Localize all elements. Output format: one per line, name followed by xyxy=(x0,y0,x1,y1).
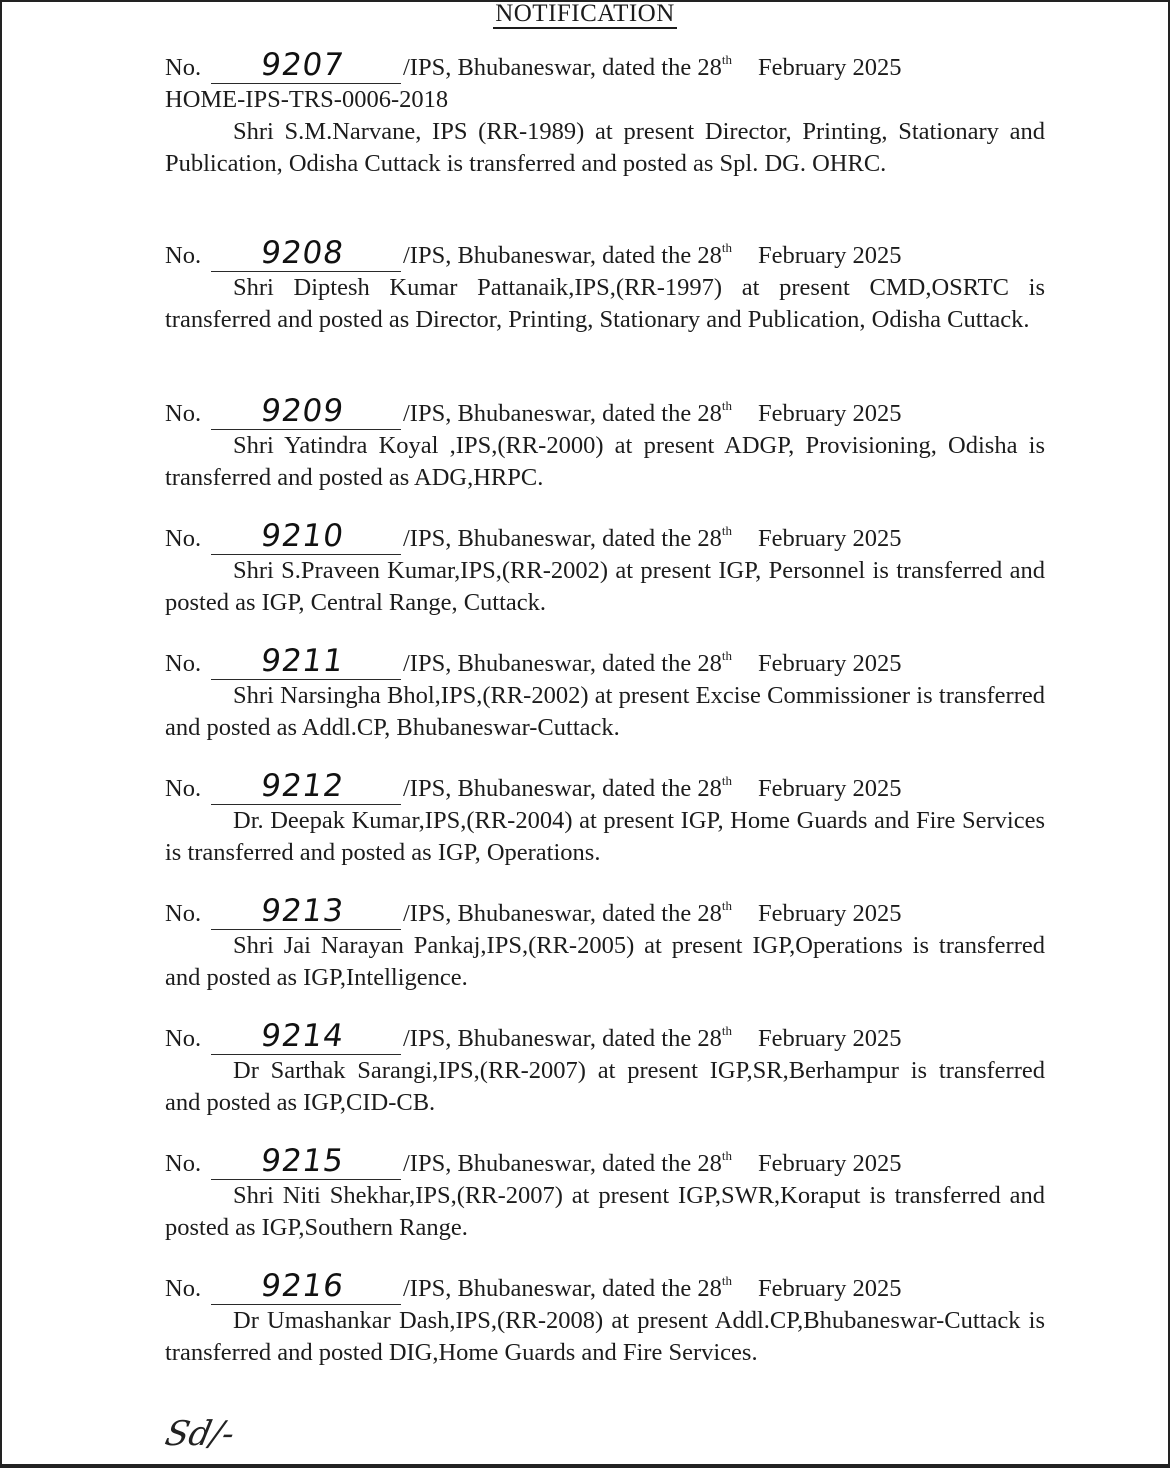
notification-entry xyxy=(165,1143,1045,1244)
month-year: February 2025 xyxy=(757,775,902,802)
month-year: February 2025 xyxy=(757,400,902,427)
no-label: No. xyxy=(165,1275,202,1302)
notification-entry xyxy=(165,643,1045,744)
no-label: No. xyxy=(165,1025,202,1052)
issue-place-date: /IPS, Bhubaneswar, dated the 28th xyxy=(403,648,732,677)
entry-number-line xyxy=(165,235,1045,272)
no-label: No. xyxy=(165,54,202,81)
month-year: February 2025 xyxy=(757,242,902,269)
month-year: February 2025 xyxy=(757,1150,902,1177)
transfer-text: Shri S.M.Narvane, IPS (RR-1989) at present Director, Printing, Stationary and Publication, Odisha Cuttack is transferred and posted as Spl. DG. OHRC. xyxy=(165,118,1045,177)
no-label: No. xyxy=(165,242,202,269)
handwritten-number: 9207 xyxy=(258,47,347,83)
handwritten-number-field xyxy=(211,643,401,680)
notification-entry xyxy=(165,1018,1045,1119)
issue-place-date: /IPS, Bhubaneswar, dated the 28th xyxy=(403,1148,732,1177)
notification-entry xyxy=(165,393,1045,494)
notification-entry xyxy=(165,47,1045,180)
notification-entry xyxy=(165,235,1045,336)
handwritten-number: 9212 xyxy=(258,768,347,804)
month-year: February 2025 xyxy=(757,650,902,677)
issue-place-date: /IPS, Bhubaneswar, dated the 28th xyxy=(403,1023,732,1052)
handwritten-number-field xyxy=(211,47,401,84)
month-year: February 2025 xyxy=(757,1275,902,1302)
no-label: No. xyxy=(165,400,202,427)
month-year: February 2025 xyxy=(757,54,902,81)
handwritten-number: 9211 xyxy=(258,643,347,679)
transfer-text: Dr. Deepak Kumar,IPS,(RR-2004) at present IGP, Home Guards and Fire Services is transferred and posted as IGP, Operations. xyxy=(165,807,1045,866)
transfer-text: Dr Umashankar Dash,IPS,(RR-2008) at present Addl.CP,Bhubaneswar-Cuttack is transferred and posted DIG,Home Guards and Fire Services. xyxy=(165,1307,1045,1366)
transfer-text: Shri Narsingha Bhol,IPS,(RR-2002) at present Excise Commissioner is transferred and posted as Addl.CP, Bhubaneswar-Cuttack. xyxy=(165,682,1045,741)
no-label: No. xyxy=(165,525,202,552)
handwritten-number: 9210 xyxy=(258,518,347,554)
transfer-text: Shri Niti Shekhar,IPS,(RR-2007) at present IGP,SWR,Koraput is transferred and posted as IGP,Southern Range. xyxy=(165,1182,1045,1241)
notification-entry xyxy=(165,1268,1045,1369)
handwritten-number-field xyxy=(211,1143,401,1180)
issue-place-date: /IPS, Bhubaneswar, dated the 28th xyxy=(403,1273,732,1302)
entry-number-line xyxy=(165,393,1045,430)
handwritten-number-field xyxy=(211,393,401,430)
issue-place-date: /IPS, Bhubaneswar, dated the 28th xyxy=(403,523,732,552)
no-label: No. xyxy=(165,900,202,927)
issue-place-date: /IPS, Bhubaneswar, dated the 28th xyxy=(403,52,732,81)
issue-place-date: /IPS, Bhubaneswar, dated the 28th xyxy=(403,240,732,269)
handwritten-number: 9216 xyxy=(258,1268,347,1304)
entry-number-line xyxy=(165,893,1045,930)
handwritten-number: 9214 xyxy=(258,1018,347,1054)
no-label: No. xyxy=(165,650,202,677)
page-title: NOTIFICATION xyxy=(495,0,675,27)
notification-entry xyxy=(165,518,1045,619)
entry-number-line xyxy=(165,47,1045,84)
handwritten-number: 9213 xyxy=(258,893,347,929)
handwritten-number-field xyxy=(211,518,401,555)
handwritten-signature: Sd/- xyxy=(161,1414,239,1454)
handwritten-number-field xyxy=(211,768,401,805)
no-label: No. xyxy=(165,775,202,802)
no-label: No. xyxy=(165,1150,202,1177)
file-reference: HOME-IPS-TRS-0006-2018 xyxy=(165,86,449,113)
transfer-text: Shri Yatindra Koyal ,IPS,(RR-2000) at present ADGP, Provisioning, Odisha is transferred and posted as ADG,HRPC. xyxy=(165,432,1045,491)
transfer-text: Shri Jai Narayan Pankaj,IPS,(RR-2005) at present IGP,Operations is transferred and posted as IGP,Intelligence. xyxy=(165,932,1045,991)
issue-place-date: /IPS, Bhubaneswar, dated the 28th xyxy=(403,398,732,427)
handwritten-number: 9215 xyxy=(258,1143,347,1179)
entry-number-line xyxy=(165,768,1045,805)
handwritten-number-field xyxy=(211,893,401,930)
month-year: February 2025 xyxy=(757,900,902,927)
notification-entry xyxy=(165,768,1045,869)
entry-number-line xyxy=(165,1143,1045,1180)
issue-place-date: /IPS, Bhubaneswar, dated the 28th xyxy=(403,773,732,802)
handwritten-number-field xyxy=(211,235,401,272)
entry-number-line xyxy=(165,1018,1045,1055)
handwritten-number-field xyxy=(211,1018,401,1055)
transfer-text: Shri S.Praveen Kumar,IPS,(RR-2002) at present IGP, Personnel is transferred and posted as IGP, Central Range, Cuttack. xyxy=(165,557,1045,616)
entry-number-line xyxy=(165,643,1045,680)
handwritten-number: 9208 xyxy=(258,235,347,271)
entry-number-line xyxy=(165,1268,1045,1305)
issue-place-date: /IPS, Bhubaneswar, dated the 28th xyxy=(403,898,732,927)
month-year: February 2025 xyxy=(757,525,902,552)
transfer-text: Shri Diptesh Kumar Pattanaik,IPS,(RR-1997) at present CMD,OSRTC is transferred and posted as Director, Printing, Stationary and Publication, Odisha Cuttack. xyxy=(165,274,1045,333)
month-year: February 2025 xyxy=(757,1025,902,1052)
entry-number-line xyxy=(165,518,1045,555)
transfer-text: Dr Sarthak Sarangi,IPS,(RR-2007) at present IGP,SR,Berhampur is transferred and posted as IGP,CID-CB. xyxy=(165,1057,1045,1116)
notification-entry xyxy=(165,893,1045,994)
handwritten-number: 9209 xyxy=(258,393,347,429)
handwritten-number-field xyxy=(211,1268,401,1305)
